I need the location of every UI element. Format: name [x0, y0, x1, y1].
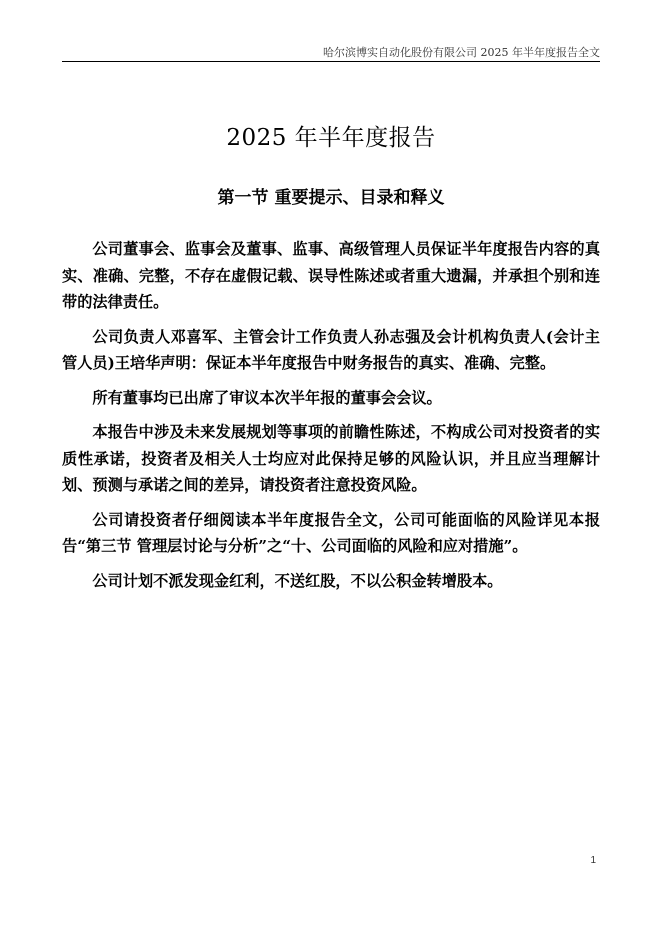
header-divider	[62, 61, 600, 62]
paragraph-board-attendance: 所有董事均已出席了审议本次半年报的董事会会议。	[92, 388, 442, 407]
page-number: 1	[590, 855, 596, 866]
document-title: 2025 年半年度报告	[226, 125, 436, 151]
paragraph-forward-looking-statement: 本报告中涉及未来发展规划等事项的前瞻性陈述，不构成公司对投资者的实质性承诺，投资者及相关人士均应对此保持足够的风险认识，并且应当理解计划、预测与承诺之间的差异，请投资者注意投资风险。	[62, 423, 600, 494]
paragraph-risk-notice: 公司请投资者仔细阅读本半年度报告全文，公司可能面临的风险详见本报告“第三节 管理层讨论与分析”之“十、公司面临的风险和应对措施”。	[62, 510, 600, 555]
paragraph-directors-guarantee: 公司董事会、监事会及董事、监事、高级管理人员保证半年度报告内容的真实、准确、完整，不存在虚假记载、误导性陈述或者重大遗漏，并承担个别和连带的法律责任。	[62, 240, 600, 311]
section-title: 第一节 重要提示、目录和释义	[217, 188, 445, 208]
paragraph-dividend-plan: 公司计划不派发现金红利，不送红股，不以公积金转增股本。	[92, 571, 503, 590]
paragraph-responsible-persons-statement: 公司负责人邓喜军、主管会计工作负责人孙志强及会计机构负责人(会计主管人员)王培华声明：保证本半年度报告中财务报告的真实、准确、完整。	[62, 327, 600, 372]
running-header: 哈尔滨博实自动化股份有限公司 2025 年半年度报告全文	[323, 46, 600, 59]
document-body	[62, 236, 600, 602]
